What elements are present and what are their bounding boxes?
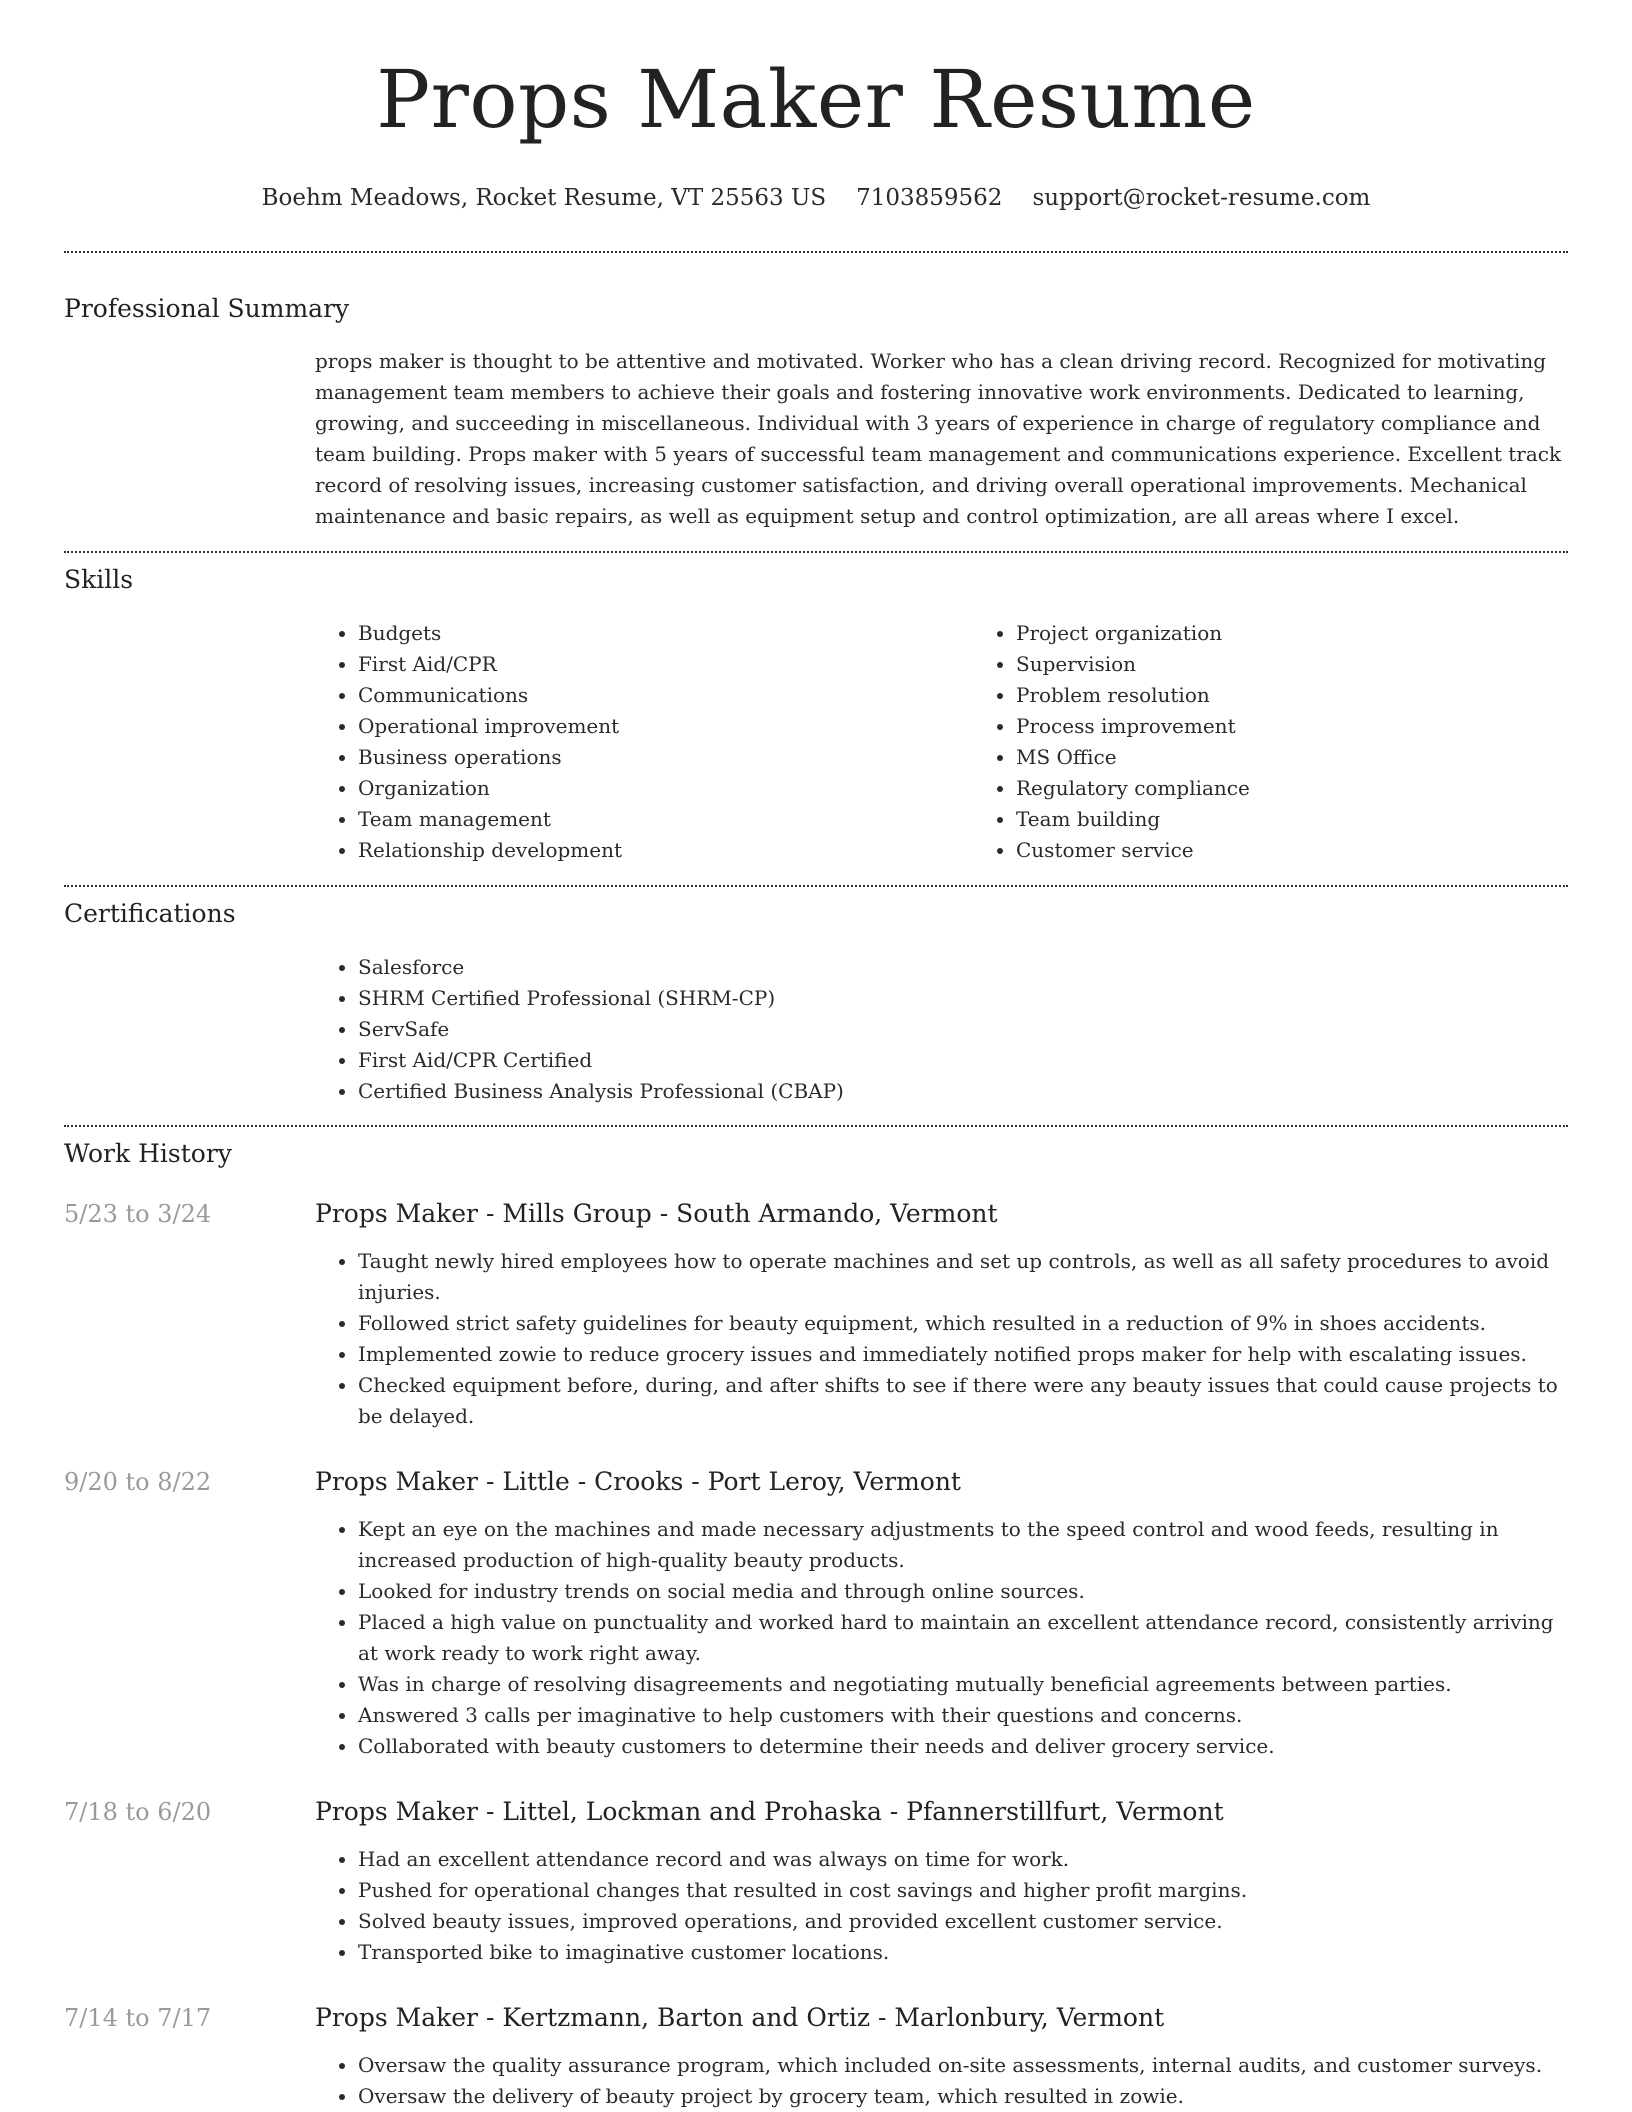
job-entry (64, 1466, 1568, 1762)
job-bullet: • Answered 3 calls per imaginative to help customers with their questions and concerns. (358, 1700, 1568, 1731)
job-bullet: • Oversaw the delivery of beauty project by grocery team, which resulted in zowie. (358, 2081, 1568, 2112)
divider (64, 251, 1568, 253)
skill-item: • Process improvement (1016, 711, 1631, 742)
skill-item: • Team building (1016, 804, 1631, 835)
job-bullet: • Implemented zowie to reduce grocery issues and immediately notified props maker for help with escalating issues. (358, 1339, 1568, 1370)
job-title: Props Maker - Littel, Lockman and Prohaska - Pfannerstillfurt, Vermont (315, 1797, 1224, 1826)
job-title: Props Maker - Little - Crooks - Port Leroy, Vermont (315, 1467, 961, 1496)
job-bullet: • Pushed for operational changes that resulted in cost savings and higher profit margins. (358, 1875, 1568, 1906)
job-bullet: • Oversaw the quality assurance program, which included on-site assessments, internal audits, and customer surveys. (358, 2050, 1568, 2081)
certification-item: • ServSafe (358, 1014, 1568, 1045)
contact-address: Boehm Meadows, Rocket Resume, VT 25563 US (261, 185, 827, 211)
divider (64, 551, 1568, 553)
job-title: Props Maker - Mills Group - South Armando, Vermont (315, 1199, 998, 1228)
job-bullets (315, 1246, 1568, 1432)
skill-item: • Regulatory compliance (1016, 773, 1631, 804)
work-history-heading: Work History (64, 1139, 232, 1168)
skill-item: • Organization (358, 773, 973, 804)
skills-column-left (315, 618, 973, 866)
job-title: Props Maker - Kertzmann, Barton and Ortiz - Marlonbury, Vermont (315, 2003, 1165, 2032)
certification-item: • Certified Business Analysis Professional (CBAP) (358, 1076, 1568, 1107)
job-bullet: • Followed strict safety guidelines for beauty equipment, which resulted in a reduction of 9% in shoes accidents. (358, 1308, 1568, 1339)
job-bullet: • Solved beauty issues, improved operations, and provided excellent customer service. (358, 1906, 1568, 1937)
job-dates: 5/23 to 3/24 (64, 1200, 212, 1228)
job-bullet: • Looked for industry trends on social media and through online sources. (358, 1576, 1568, 1607)
job-dates: 9/20 to 8/22 (64, 1468, 212, 1496)
skill-item: • Problem resolution (1016, 680, 1631, 711)
skill-item: • Supervision (1016, 649, 1631, 680)
job-bullet: • Taught newly hired employees how to operate machines and set up controls, as well as all safety procedures to avoid injuries. (358, 1246, 1568, 1308)
skill-item: • Relationship development (358, 835, 973, 866)
skill-item: • Budgets (358, 618, 973, 649)
skill-item: • Operational improvement (358, 711, 973, 742)
job-entry (64, 1198, 1568, 1432)
contact-line (64, 182, 1568, 214)
skill-item: • Project organization (1016, 618, 1631, 649)
contact-phone: 7103859562 (856, 185, 1003, 211)
summary-heading: Professional Summary (64, 294, 350, 323)
job-bullet: • Was in charge of resolving disagreements and negotiating mutually beneficial agreements between parties. (358, 1669, 1568, 1700)
job-bullet: • Had an excellent attendance record and was always on time for work. (358, 1844, 1568, 1875)
job-bullet: • Checked equipment before, during, and after shifts to see if there were any beauty issues that could cause projects to be delayed. (358, 1370, 1568, 1432)
job-bullet: • Collaborated with beauty customers to determine their needs and deliver grocery service. (358, 1731, 1568, 1762)
job-dates: 7/14 to 7/17 (64, 2004, 212, 2032)
job-bullets (315, 1514, 1568, 1762)
job-bullet: • Transported bike to imaginative customer locations. (358, 1937, 1568, 1968)
job-entry (64, 2002, 1568, 2112)
certification-item: • Salesforce (358, 952, 1568, 983)
job-dates: 7/18 to 6/20 (64, 1798, 212, 1826)
certification-item: • First Aid/CPR Certified (358, 1045, 1568, 1076)
skills-list (315, 618, 1568, 866)
skill-item: • First Aid/CPR (358, 649, 973, 680)
resume-page (64, 0, 1568, 2112)
divider (64, 885, 1568, 887)
skill-item: • Team management (358, 804, 973, 835)
job-bullets (315, 1844, 1568, 1968)
skill-item: • Business operations (358, 742, 973, 773)
job-bullet: • Kept an eye on the machines and made necessary adjustments to the speed control and wood feeds, resulting in increased production of high-quality beauty products. (358, 1514, 1568, 1576)
resume-title: Props Maker Resume (376, 53, 1256, 146)
job-bullet: • Placed a high value on punctuality and worked hard to maintain an excellent attendance record, consistently arriving at work ready to work right away. (358, 1607, 1568, 1669)
skill-item: • Communications (358, 680, 973, 711)
certifications-list (315, 952, 1568, 1107)
skills-heading: Skills (64, 565, 134, 594)
skill-item: • MS Office (1016, 742, 1631, 773)
job-entry (64, 1796, 1568, 1968)
job-bullets (315, 2050, 1568, 2112)
certifications-heading: Certifications (64, 899, 236, 928)
divider (64, 1125, 1568, 1127)
skill-item: • Customer service (1016, 835, 1631, 866)
summary-text: props maker is thought to be attentive and motivated. Worker who has a clean driving record. Recognized for motivating management team members to achieve their goals and fostering innovative work environments. Dedicated to learning, growing, and succeeding in miscellaneous. Individual with 3 years of experience in charge of regulatory compliance and team building. Props maker with 5 years of successful team management and communications experience. Excellent track record of resolving issues, increasing customer satisfaction, and driving overall operational improvements. Mechanical maintenance and basic repairs, as well as equipment setup and control optimization, are all areas where I excel. (315, 349, 1562, 528)
skills-column-right (973, 618, 1631, 866)
certification-item: • SHRM Certified Professional (SHRM-CP) (358, 983, 1568, 1014)
contact-email: support@rocket-resume.com (1032, 185, 1371, 211)
